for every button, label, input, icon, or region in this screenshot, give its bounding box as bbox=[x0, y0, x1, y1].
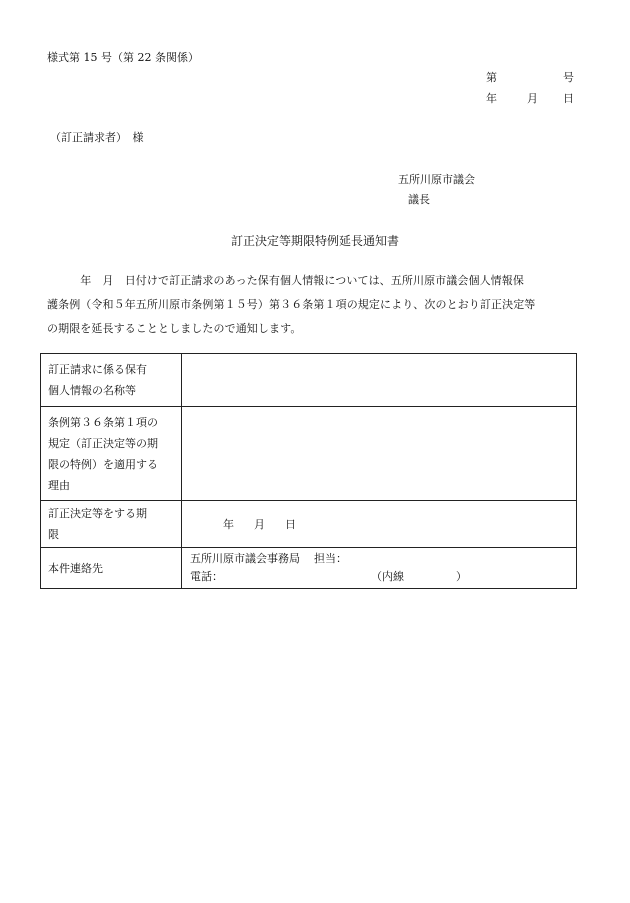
contact-phone-label: 電話： bbox=[190, 570, 223, 583]
contact-person-label: 担当： bbox=[314, 552, 347, 565]
label-line: 理由 bbox=[48, 478, 70, 492]
label-line: 規定（訂正決定等の期 bbox=[48, 436, 158, 450]
label-deadline bbox=[41, 501, 182, 548]
label-line: 訂正請求に係る保有 bbox=[48, 363, 147, 376]
issuer-organization: 五所川原市議会 bbox=[398, 173, 475, 186]
table-row-contact bbox=[41, 548, 577, 589]
value-reason[interactable] bbox=[182, 407, 577, 501]
body-line-2: 護条例（令和５年五所川原市条例第１５号）第３６条第１項の規定により、次のとおり訂正決定等 bbox=[47, 298, 536, 311]
date-day: 日 bbox=[563, 92, 574, 105]
table-row-deadline bbox=[41, 501, 577, 548]
document-number-suffix: 号 bbox=[563, 71, 574, 84]
body-text bbox=[47, 269, 587, 341]
form-number: 様式第 15 号（第 22 条関係） bbox=[47, 51, 199, 64]
value-info-name[interactable] bbox=[182, 354, 577, 407]
document-title: 訂正決定等期限特例延長通知書 bbox=[230, 234, 399, 248]
deadline-day: 日 bbox=[285, 518, 296, 531]
label-line: 個人情報の名称等 bbox=[48, 384, 136, 397]
label-info-name bbox=[41, 354, 182, 407]
date-month: 月 bbox=[527, 92, 538, 105]
body-line-1: 年 月 日付けで訂正請求のあった保有個人情報については、五所川原市議会個人情報保 bbox=[47, 274, 524, 287]
body-line-3: の期限を延長することとしましたので通知します。 bbox=[47, 322, 302, 335]
label-reason bbox=[41, 407, 182, 501]
contact-extension-open: （内線 bbox=[371, 570, 404, 583]
deadline-date bbox=[190, 516, 576, 532]
label-contact: 本件連絡先 bbox=[41, 548, 182, 589]
contact-office: 五所川原市議会事務局 bbox=[190, 552, 300, 565]
table-row-info-name bbox=[41, 354, 577, 407]
contact-phone-line bbox=[190, 568, 576, 586]
date-year: 年 bbox=[486, 92, 497, 105]
deadline-year: 年 bbox=[223, 518, 234, 531]
contact-extension-close: ） bbox=[456, 570, 467, 583]
table-row-reason bbox=[41, 407, 577, 501]
value-deadline[interactable] bbox=[182, 501, 577, 548]
issuer-title: 議長 bbox=[408, 193, 430, 206]
document-number-prefix: 第 bbox=[486, 71, 497, 84]
contact-office-line bbox=[190, 550, 576, 568]
recipient: （訂正請求者） 様 bbox=[50, 131, 144, 144]
label-line: 条例第３６条第１項の bbox=[48, 415, 158, 429]
label-line: 限の特例）を適用する bbox=[48, 457, 158, 471]
info-table bbox=[40, 353, 577, 589]
label-line: 限 bbox=[48, 528, 59, 541]
value-contact[interactable] bbox=[182, 548, 577, 589]
label-line: 訂正決定等をする期 bbox=[48, 507, 147, 520]
deadline-month: 月 bbox=[254, 518, 265, 531]
